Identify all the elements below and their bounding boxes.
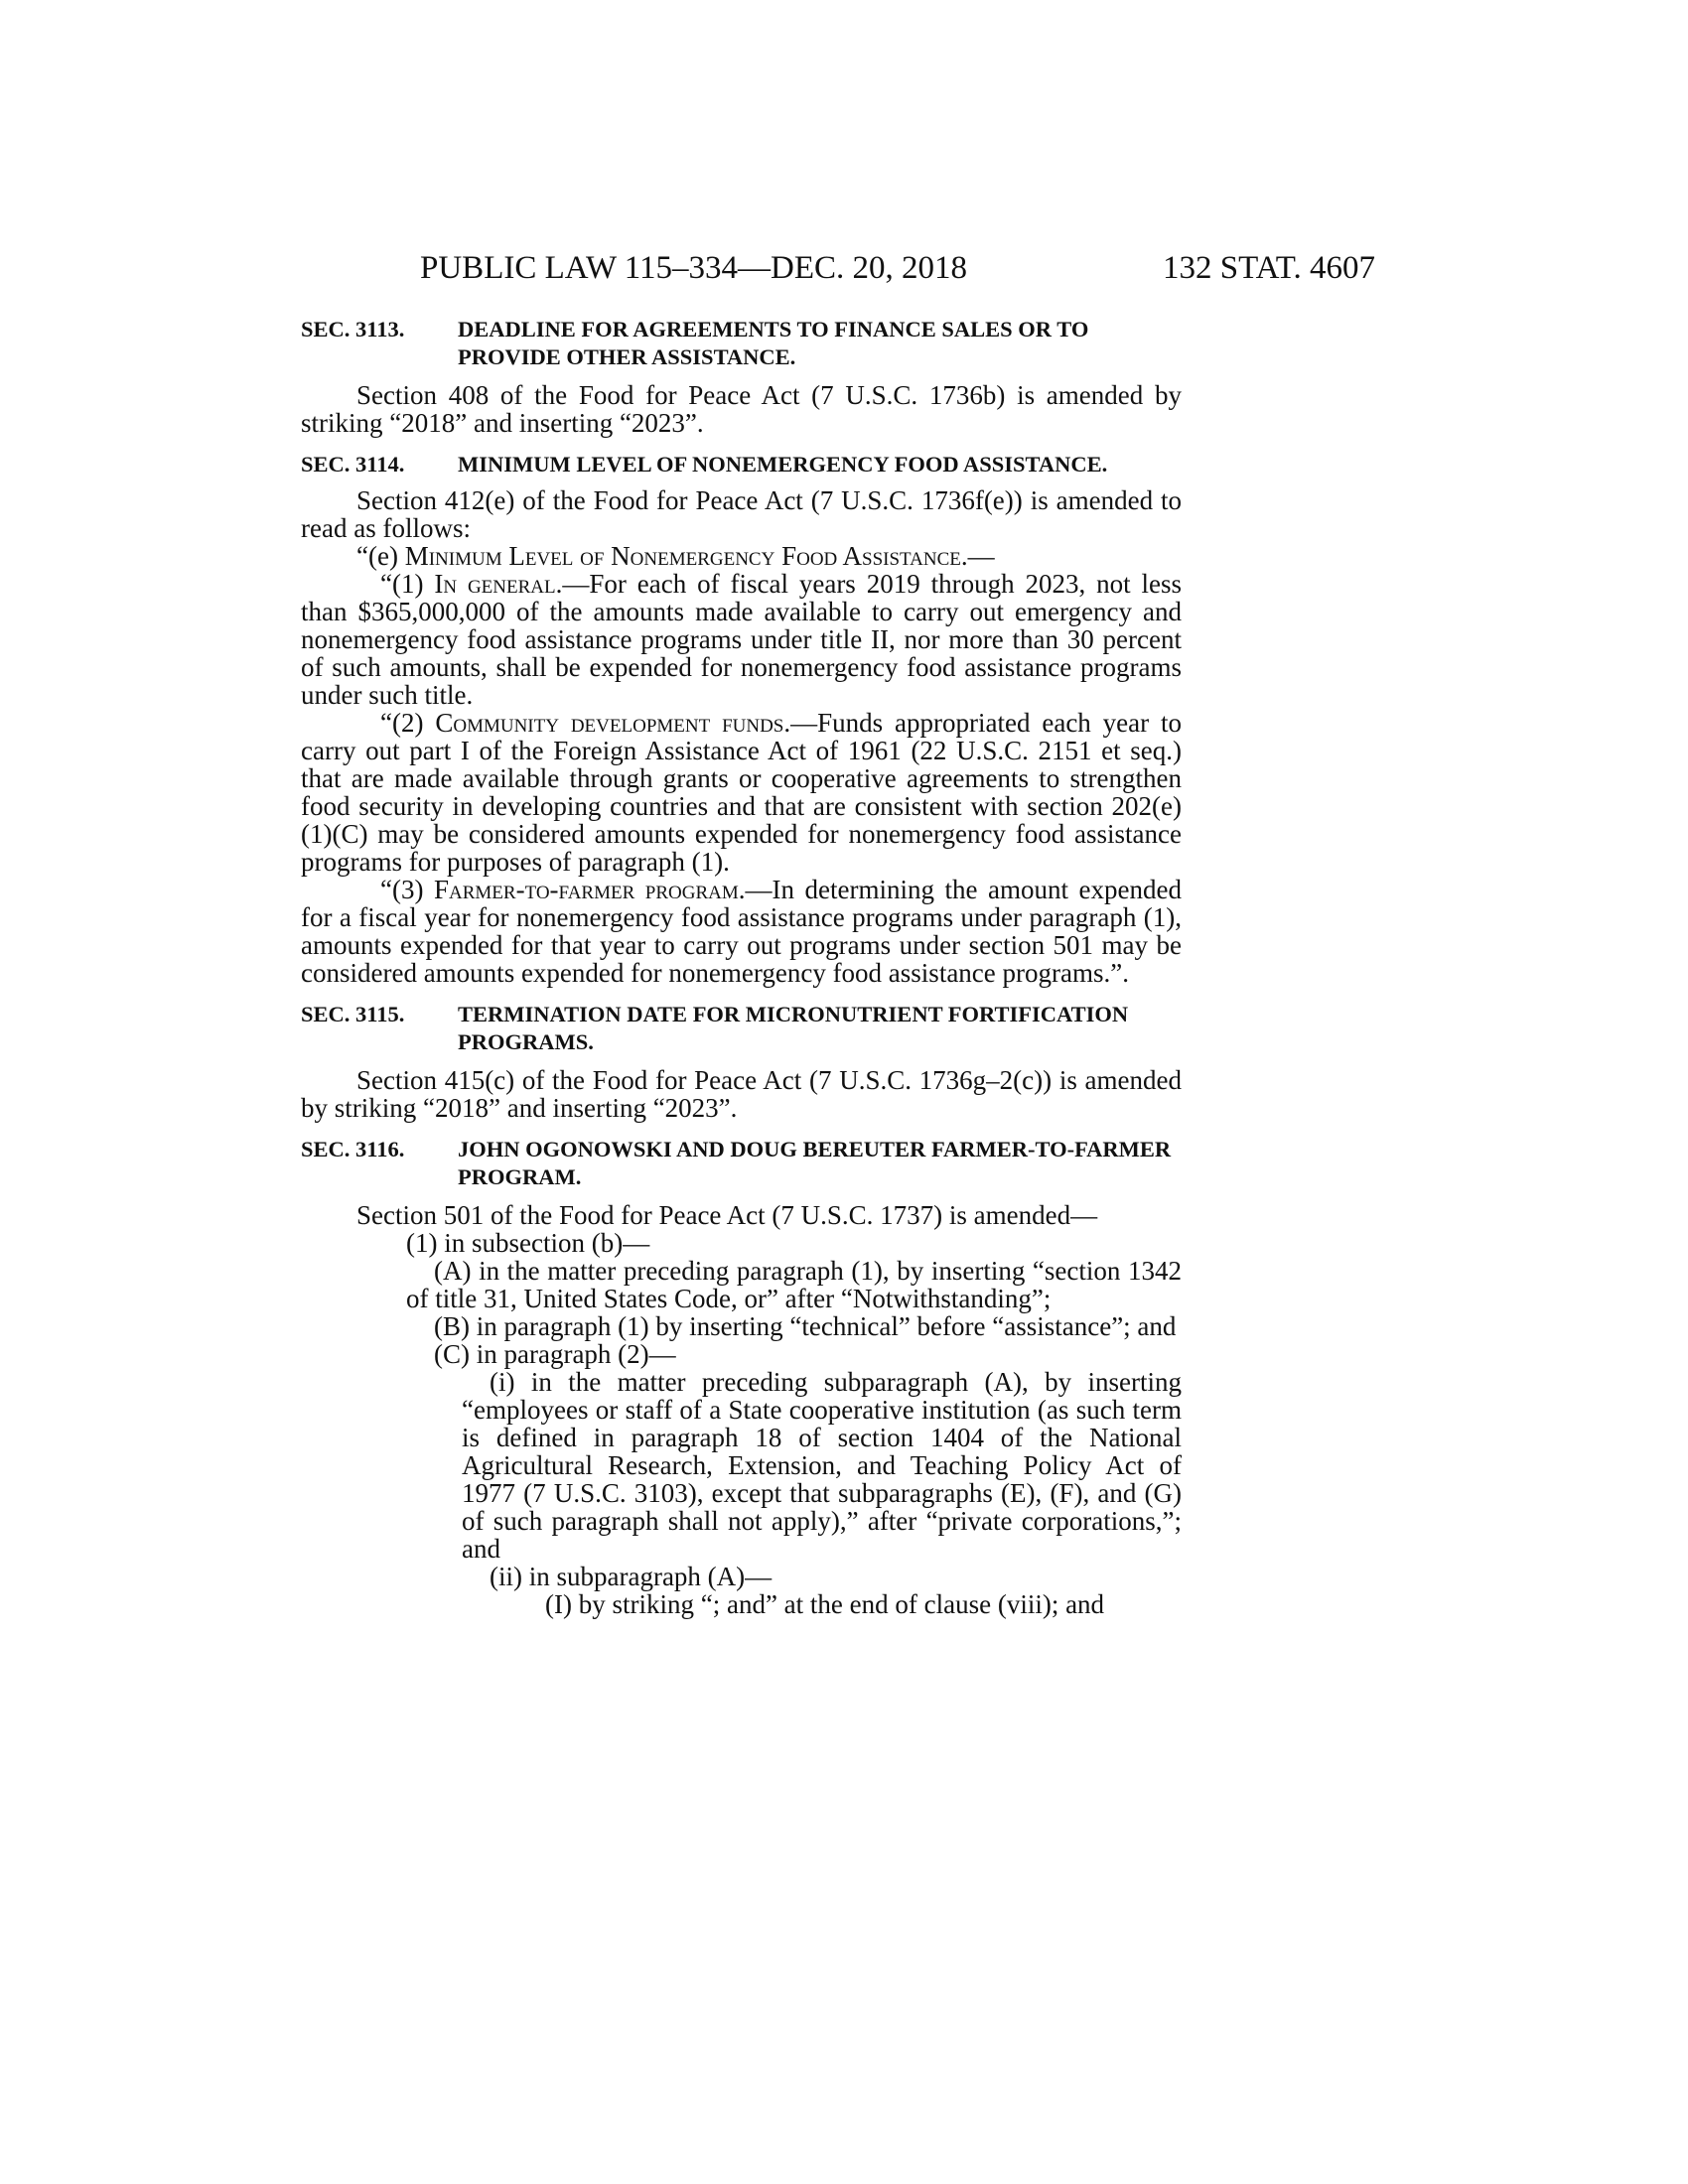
item-C-ii: (ii) in subparagraph (A)—: [490, 1562, 773, 1591]
section-title: TERMINATION DATE FOR MICRONUTRIENT FORTIFICATION PROGRAMS.: [458, 1002, 1129, 1054]
paragraph-2: [301, 709, 1182, 876]
section-3116-intro: Section 501 of the Food for Peace Act (7 U.S.C. 1737) is amended—: [356, 1200, 1098, 1230]
section-number: SEC. 3116.: [301, 1137, 405, 1161]
paragraph-heading: In general.: [434, 569, 563, 599]
subsection-heading-text: Minimum Level of Nonemergency Food Assistance.: [404, 541, 968, 571]
section-number: SEC. 3113.: [301, 317, 405, 341]
section-title: JOHN OGONOWSKI AND DOUG BEREUTER FARMER-TO-FARMER PROGRAM.: [458, 1137, 1172, 1189]
section-3113-heading: [301, 316, 1182, 371]
paragraph-text: —In determining the amount expended for a fiscal year for nonemergency food assistance programs under paragraph (1), amounts expended for that year to carry out programs under section 501 may be considered amounts expended for nonemergency food assistance programs.”.: [301, 875, 1183, 988]
paragraph-3: [301, 876, 1182, 987]
section-title: DEADLINE FOR AGREEMENTS TO FINANCE SALES OR TO PROVIDE OTHER ASSISTANCE.: [458, 317, 1089, 369]
section-3116-heading: [301, 1136, 1182, 1191]
section-title: MINIMUM LEVEL OF NONEMERGENCY FOOD ASSISTANCE.: [458, 452, 1108, 477]
section-3113-text: Section 408 of the Food for Peace Act (7 U.S.C. 1736b) is amended by striking “2018” and inserting “2023”.: [301, 380, 1182, 438]
public-law-citation: PUBLIC LAW 115–334—DEC. 20, 2018: [420, 250, 968, 286]
document-body: [301, 316, 1182, 1618]
section-3115-text: Section 415(c) of the Food for Peace Act (7 U.S.C. 1736g–2(c)) is amended by striking “2018” and inserting “2023”.: [301, 1065, 1182, 1123]
paragraph-label: “(1): [380, 569, 435, 599]
heading-dash: —: [967, 541, 995, 571]
item-C: (C) in paragraph (2)—: [434, 1339, 676, 1369]
item-C-i: (i) in the matter preceding subparagraph (A), by inserting “employees or staff of a State cooperative institution (as such term is defined in paragraph 18 of section 1404 of the National Agricultural Research, Extension, and Teaching Policy Act of 1977 (7 U.S.C. 3103), except that subparagraphs (E), (F), and (G) of such paragraph shall not apply),” after “private corporations,”; and: [462, 1367, 1182, 1564]
running-header: [298, 246, 1375, 290]
section-3115-heading: [301, 1001, 1182, 1056]
section-3114-intro: Section 412(e) of the Food for Peace Act (7 U.S.C. 1736f(e)) is amended to read as follows:: [301, 485, 1182, 543]
paragraph-label: “(2): [380, 708, 436, 738]
section-number: SEC. 3114.: [301, 452, 405, 477]
subsection-e-heading: [301, 542, 1182, 570]
item-B: (B) in paragraph (1) by inserting “technical” before “assistance”; and: [434, 1311, 1177, 1341]
paragraph-heading: Farmer-to-farmer program.: [434, 875, 746, 904]
paragraph-1: [301, 570, 1182, 709]
paragraph-heading: Community development funds.: [435, 708, 791, 738]
section-3114-heading: [301, 451, 1182, 478]
paragraph-label: “(3): [380, 875, 434, 904]
item-I: (I) by striking “; and” at the end of clause (viii); and: [545, 1589, 1105, 1619]
item-1: (1) in subsection (b)—: [406, 1228, 650, 1258]
item-A: (A) in the matter preceding paragraph (1), by inserting “section 1342 of title 31, United States Code, or” after “Notwithstanding”;: [406, 1256, 1182, 1313]
section-number: SEC. 3115.: [301, 1002, 405, 1026]
paragraph-text: —For each of fiscal years 2019 through 2023, not less than $365,000,000 of the amounts made available to carry out emergency and nonemergency food assistance programs under title II, nor more than 30 percent of such amounts, shall be expended for nonemergency food assistance programs under such title.: [301, 569, 1182, 710]
statutes-page-number: 132 STAT. 4607: [1162, 250, 1375, 286]
subsection-label: “(e): [356, 541, 405, 571]
paragraph-text: —Funds appropriated each year to carry out part I of the Foreign Assistance Act of 1961 (22 U.S.C. 2151 et seq.) that are made available through grants or cooperative agreements to strengthen food security in developing countries and that are consistent with section 202(e)(1)(C) may be considered amounts expended for nonemergency food assistance programs for purposes of paragraph (1).: [301, 708, 1183, 877]
